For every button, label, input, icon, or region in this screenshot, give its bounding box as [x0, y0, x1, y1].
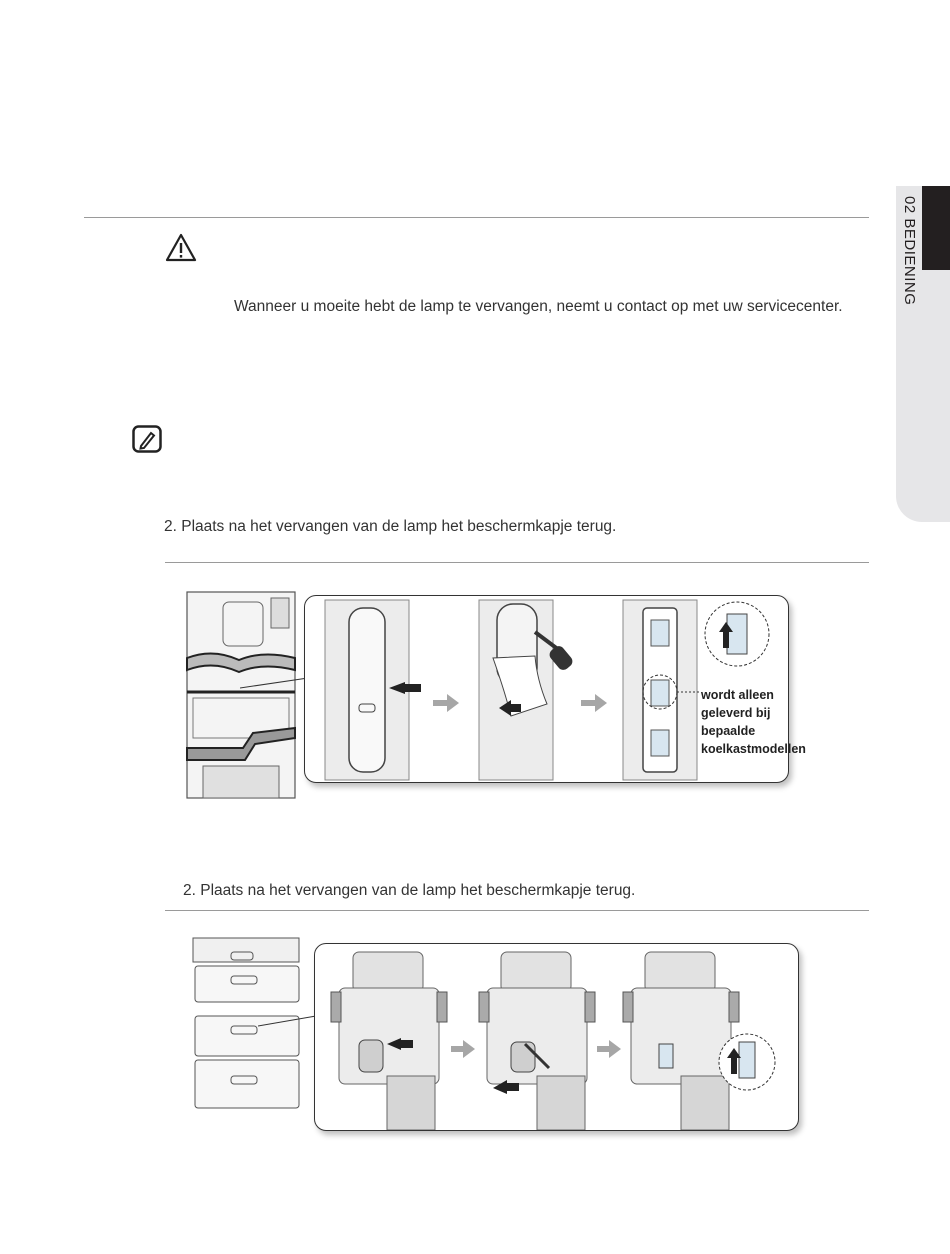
- section-divider: [84, 217, 869, 218]
- warning-triangle-icon: [165, 233, 197, 263]
- label-line-4: koelkastmodellen: [701, 742, 806, 756]
- step-text-1: 2. Plaats na het vervangen van de lamp het beschermkapje terug.: [164, 518, 617, 535]
- lamp-replacement-figure-1: [304, 595, 806, 783]
- callout-line: [240, 676, 310, 692]
- label-line-3: bepaalde: [701, 724, 756, 738]
- side-tab-marker: [922, 186, 950, 270]
- fridge-door-illustration: [183, 588, 301, 803]
- lamp-replacement-figure-2: [314, 943, 799, 1131]
- figure-divider-1: [165, 562, 869, 563]
- label-line-1: wordt alleen: [701, 688, 774, 702]
- callout-line-2: [258, 1012, 318, 1032]
- step-text-2: 2. Plaats na het vervangen van de lamp het beschermkapje terug.: [183, 882, 636, 899]
- figure-divider-2: [165, 910, 869, 911]
- label-line-2: geleverd bij: [701, 706, 771, 720]
- side-tab-label: 02 BEDIENING: [901, 196, 918, 306]
- caution-text: Wanneer u moeite hebt de lamp te vervangen, neemt u contact op met uw servicecenter.: [234, 298, 843, 315]
- optional-part-label: [701, 686, 806, 758]
- note-pencil-icon: [132, 425, 162, 453]
